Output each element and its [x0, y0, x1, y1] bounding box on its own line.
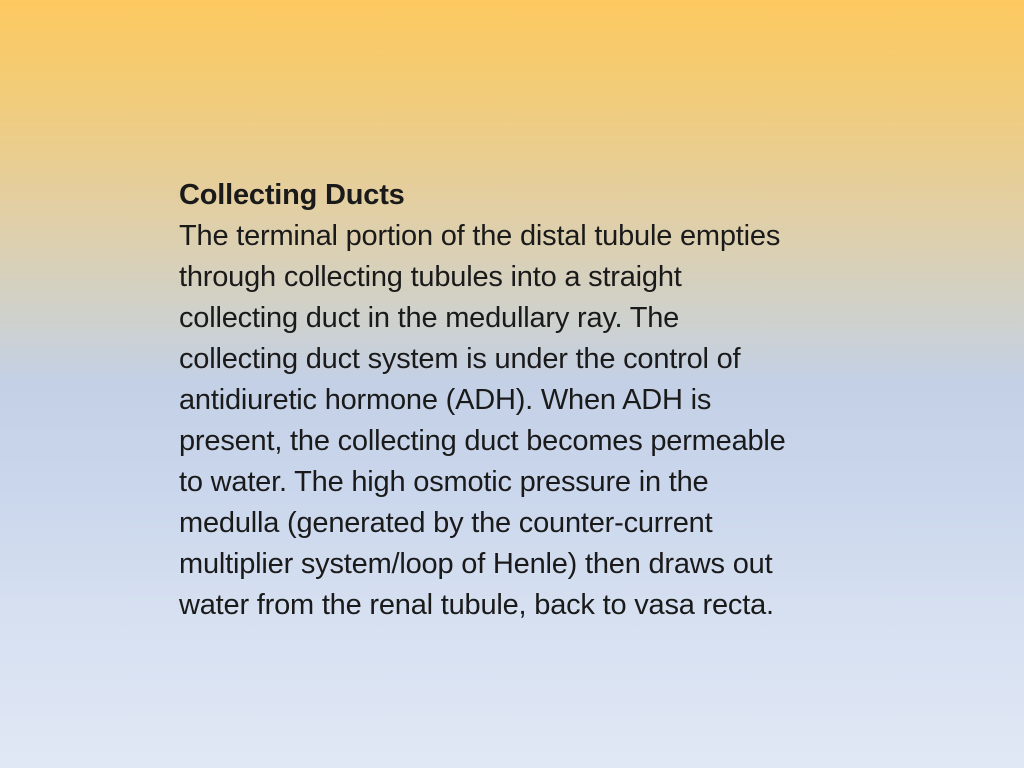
body-line: to water. The high osmotic pressure in the — [179, 466, 709, 498]
body-line: antidiuretic hormone (ADH). When ADH is — [179, 384, 712, 416]
body-line: The terminal portion of the distal tubule empties — [179, 220, 781, 252]
body-line: multiplier system/loop of Henle) then draws out — [179, 548, 773, 580]
slide-text-block — [179, 175, 879, 626]
body-line: collecting duct system is under the control of — [179, 343, 741, 375]
body-line: collecting duct in the medullary ray. The — [179, 302, 680, 334]
body-line: water from the renal tubule, back to vasa recta. — [179, 589, 774, 621]
body-line: present, the collecting duct becomes permeable — [179, 425, 786, 457]
body-line: medulla (generated by the counter-current — [179, 507, 713, 539]
slide-title: Collecting Ducts — [179, 179, 405, 211]
body-line: through collecting tubules into a straight — [179, 261, 682, 293]
